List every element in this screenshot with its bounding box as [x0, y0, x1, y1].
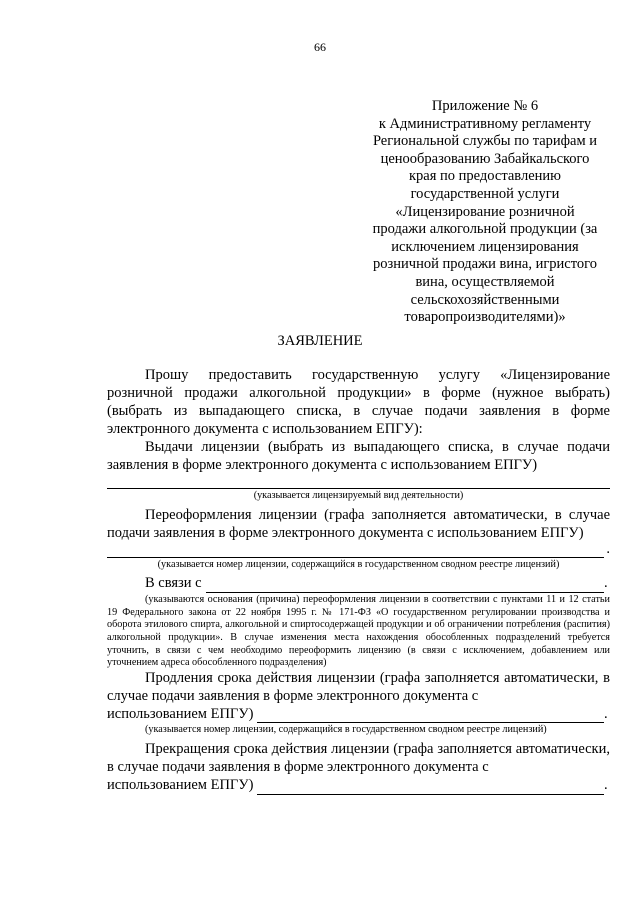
document-title: ЗАЯВЛЕНИЕ	[277, 333, 363, 349]
appendix-header	[366, 98, 604, 327]
appendix-line: ценообразованию Забайкальского	[380, 150, 590, 167]
appendix-line: товаропроизводителями)»	[404, 309, 566, 326]
activity-type-caption: (указывается лицензируемый вид деятельности)	[253, 490, 464, 502]
extend-license-row: использованием ЕПГУ) .	[107, 705, 608, 722]
document-body	[107, 367, 610, 795]
terminate-license-field[interactable]	[257, 780, 604, 795]
extend-license-paragraph: Продления срока действия лицензии (графа заполняется автоматически, в случае подачи заявления в форме электронного документа с	[107, 669, 610, 704]
reason-note: (указываются основания (причина) переоформления лицензии в соответствии с пунктами 11 и 12 статьи 19 Федерального закона от 22 ноября 1995 г. № 171-ФЗ «О государственном регулировании производства и оборота этилового спирта, алкогольной и спиртосодержащей продукции и об ограничении потребления (распития) алкогольной продукции». В случае изменения места нахождения обособленных подразделений требуется уточнить, в связи с чем необходимо переоформить лицензию (в связи с исключением, добавлением или уточнением адреса обособленного подразделения)	[107, 594, 610, 669]
reason-field[interactable]	[206, 578, 604, 593]
appendix-line: продажи алкогольной продукции (за	[372, 221, 598, 238]
reissue-license-paragraph: Переоформления лицензии (графа заполняется автоматически, в случае подачи заявления в форме электронного документа с использованием ЕПГУ)	[107, 506, 610, 541]
license-number-caption: (указывается номер лицензии, содержащийся в государственном сводном реестре лицензий)	[157, 558, 560, 570]
appendix-line: Региональной службы по тарифам и	[372, 133, 598, 150]
extend-license-note: (указывается номер лицензии, содержащийся в государственном сводном реестре лицензий)	[145, 724, 547, 736]
terminate-license-paragraph: Прекращения срока действия лицензии (графа заполняется автоматически, в случае подачи заявления в форме электронного документа с	[107, 741, 610, 775]
appendix-line: государственной услуги	[410, 185, 560, 202]
extend-license-label: использованием ЕПГУ)	[107, 705, 254, 722]
terminate-license-row: использованием ЕПГУ) .	[107, 776, 608, 793]
appendix-line: розничной продажи вина, игристого	[373, 256, 597, 273]
appendix-line: исключением лицензирования	[391, 238, 579, 255]
request-paragraph: Прошу предоставить государственную услугу «Лицензирование розничной продажи алкогольной продукции» в форме (нужное выбрать) (выбрать из выпадающего списка, в случае подачи заявления в форме электронного документа с использованием ЕПГУ):	[107, 367, 610, 437]
activity-type-field[interactable]	[107, 474, 610, 489]
appendix-line: «Лицензирование розничной	[395, 203, 575, 220]
appendix-line: вина, осуществляемой	[415, 273, 555, 290]
license-number-field[interactable]	[107, 543, 604, 558]
reason-row: В связи с .	[145, 575, 608, 592]
page-number: 66	[314, 40, 326, 54]
appendix-line: к Административному регламенту	[378, 115, 592, 132]
terminate-license-label: использованием ЕПГУ)	[107, 776, 254, 793]
appendix-line: сельскохозяйственными	[410, 291, 560, 308]
issue-license-paragraph: Выдачи лицензии (выбрать из выпадающего списка, в случае подачи заявления в форме электронного документа с использованием ЕПГУ)	[107, 438, 610, 473]
appendix-line: края по предоставлению	[409, 168, 561, 185]
extend-license-field[interactable]	[257, 708, 604, 723]
reason-label: В связи с	[145, 575, 202, 592]
appendix-line: Приложение № 6	[431, 98, 539, 114]
